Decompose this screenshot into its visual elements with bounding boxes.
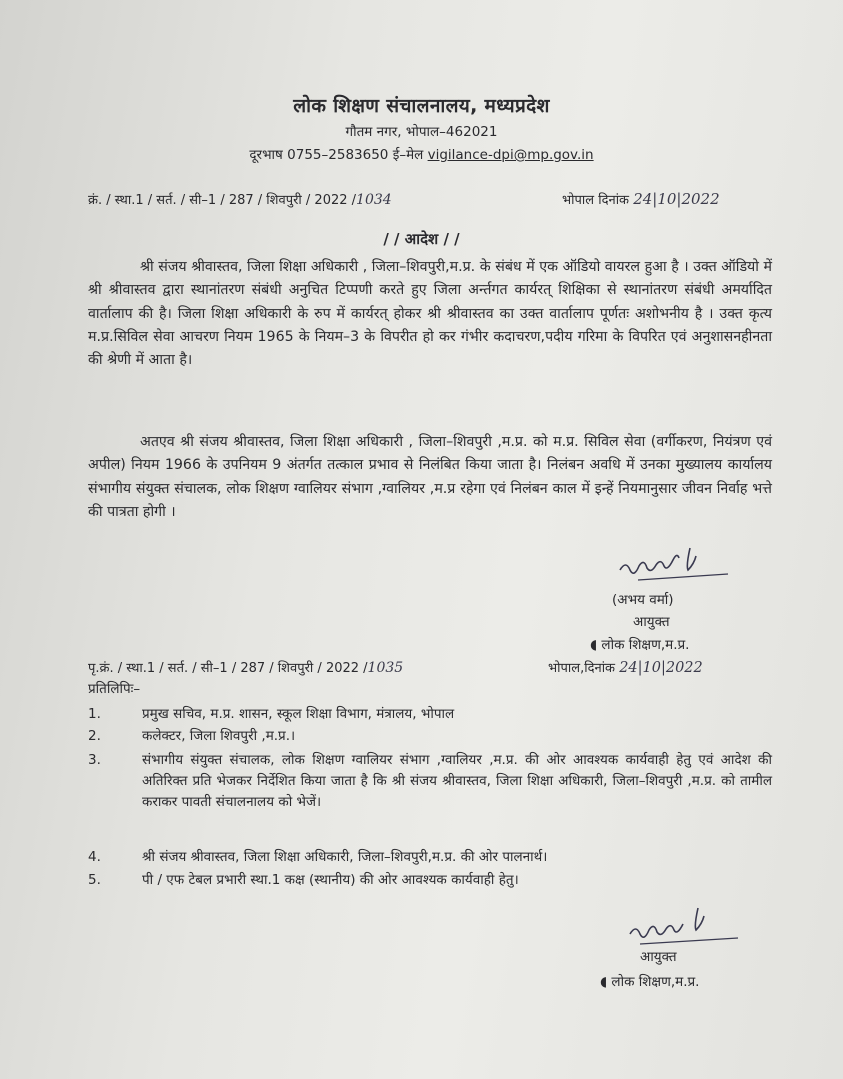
endorsement-number: पृ.क्रं. / स्था.1 / सर्त. / सी–1 / 287 / शिवपुरी / 2022 /1035 (88, 660, 404, 676)
list-item: 5. पी / एफ टेबल प्रभारी स्था.1 कक्ष (स्थानीय) की ओर आवश्यक कार्यवाही हेतु। (88, 872, 519, 888)
email-label: ई–मेल (392, 147, 424, 163)
order-body-para-2: अतएव श्री संजय श्रीवास्तव, जिला शिक्षा अधिकारी , जिला–शिवपुरी ,म.प्र. को म.प्र. सिविल सेवा (वर्गीकरण, नियंत्रण एवं अपील) नियम 1966 के उपनियम 9 अंतर्गत तत्काल प्रभाव से निलंबित किया जाता है। निलंबन अवधि में उनका मुख्यालय कार्यालय संभागीय संयुक्त संचालक, लोक शिक्षण ग्वालियर संभाग ,ग्वालियर ,म.प्र रहेगा एवं निलंबन काल में इन्हें नियमानुसार जीवन निर्वाह भत्ते की पात्रता होगी । (88, 434, 772, 520)
signatory-name: (अभय वर्मा) (612, 592, 674, 608)
phone-number: 0755–2583650 (287, 147, 389, 163)
reference-number-handwritten: 1034 (356, 192, 392, 208)
list-item: 3. संभागीय संयुक्त संचालक, लोक शिक्षण ग्वालियर संभाग ,ग्वालियर ,म.प्र. की ओर आवश्यक कार्यवाही हेतु एवं आदेश की अतिरिक्त प्रति भेजकर निर्देशित किया जाता है कि श्री संजय श्रीवास्तव, जिला शिक्षा अधिकारी, जिला–शिवपुरी ,म.प्र. को तामील कराकर पावती संचालनालय को भेजें। (88, 752, 772, 810)
phone-label: दूरभाष (249, 147, 283, 163)
signatory-2-designation: आयुक्त (640, 949, 677, 965)
list-item: 4. श्री संजय श्रीवास्तव, जिला शिक्षा अधिकारी, जिला–शिवपुरी,म.प्र. की ओर पालनार्थ। (88, 849, 548, 865)
handwritten-mark-icon: ◖ (590, 637, 598, 653)
reference-number: क्रं. / स्था.1 / सर्त. / सी–1 / 287 / शिवपुरी / 2022 /1034 (88, 192, 392, 208)
handwritten-signature-2 (620, 900, 750, 950)
signatory-2-office: ◖ लोक शिक्षण,म.प्र. (600, 974, 700, 990)
list-item: 2. कलेक्टर, जिला शिवपुरी ,म.प्र.। (88, 728, 296, 744)
copy-to-label: प्रतिलिपिः– (88, 681, 141, 697)
signatory-office: ◖ लोक शिक्षण,म.प्र. (590, 637, 690, 653)
email-address: vigilance-dpi@mp.gov.in (427, 147, 594, 163)
signatory-designation: आयुक्त (633, 614, 670, 630)
list-item: 1. प्रमुख सचिव, म.प्र. शासन, स्कूल शिक्षा विभाग, मंत्रालय, भोपाल (88, 706, 455, 722)
reference-date-handwritten: 24|10|2022 (633, 190, 720, 208)
reference-date: भोपाल दिनांक 24|10|2022 (562, 190, 720, 208)
endorsement-date: भोपाल,दिनांक 24|10|2022 (548, 660, 703, 676)
order-heading: / / आदेश / / (383, 230, 460, 248)
office-title: लोक शिक्षण संचालनालय, मध्यप्रदेश (293, 95, 550, 117)
order-body-para-1: श्री संजय श्रीवास्तव, जिला शिक्षा अधिकारी , जिला–शिवपुरी,म.प्र. के संबंध में एक ऑडियो वायरल हुआ है । उक्त ऑडियो में श्री श्रीवास्तव द्वारा स्थानांतरण संबंधी अनुचित टिप्पणी करते हुए जिला अर्न्तगत कार्यरत् शिक्षिका से स्थानांतरण संबंधी अमर्यादित वार्तालाप की है। जिला शिक्षा अधिकारी के रुप में कार्यरत् होकर श्री श्रीवास्तव का उक्त वार्तालाप पूर्णतः अशोभनीय है । उक्त कृत्य म.प्र.सिविल सेवा आचरण नियम 1965 के नियम–3 के विपरीत हो कर गंभीर कदाचरण,पदीय गरिमा के विपरित एवं अनुशासनहीनता की श्रेणी में आता है। (88, 259, 772, 369)
handwritten-mark-icon: ◖ (600, 974, 608, 990)
office-address: गौतम नगर, भोपाल–462021 (345, 124, 498, 140)
endorsement-number-handwritten: 1035 (367, 660, 404, 676)
endorsement-date-handwritten: 24|10|2022 (619, 660, 703, 676)
office-contact (0, 145, 843, 163)
handwritten-signature-1 (598, 540, 738, 590)
